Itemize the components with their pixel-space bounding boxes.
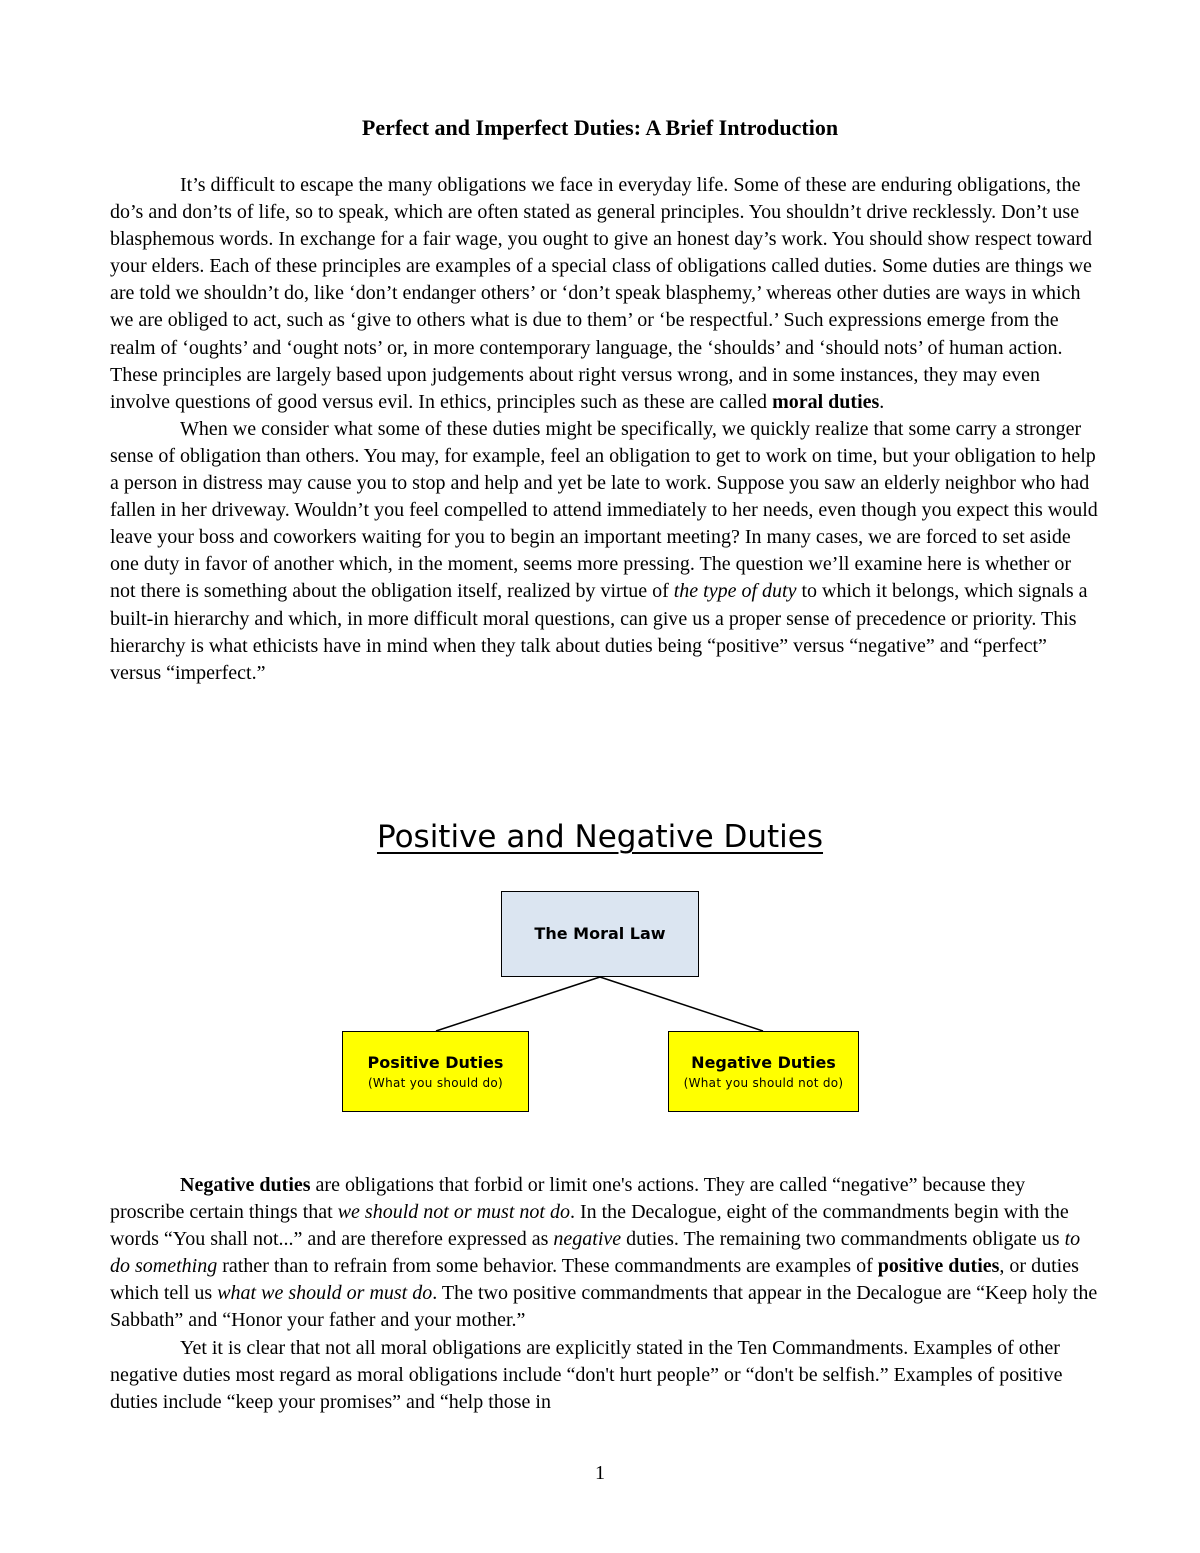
text-run: are obligations that forbid or limit one's actions. They are called “negative” because they proscribe certain things that bbox=[110, 1174, 1026, 1224]
connector-line-positive bbox=[436, 977, 600, 1031]
bold-term: moral duties bbox=[772, 390, 880, 413]
positive-duties-sublabel: (What you should do) bbox=[367, 1075, 504, 1090]
text-run: Yet it is clear that not all moral obligations are explicitly stated in the Ten Commandments. Examples of other negative duties most regard as moral obligations include “don't hurt people” or “don't be selfish.” Examples of positive duties include “keep your promises” and “help those in bbox=[110, 1336, 1063, 1413]
text-run: to which it belongs, which signals a built-in hierarchy and which, in more difficult moral questions, can give us a proper sense of precedence or priority. This hierarchy is what ethicists have in mind when they talk about duties being “positive” versus “negative” and “perfect” versus “imperfect.” bbox=[110, 580, 1088, 684]
italic-term: we should not or must not do bbox=[337, 1201, 570, 1224]
italic-term: to do something bbox=[110, 1228, 1081, 1278]
duties-text-block bbox=[110, 1172, 1100, 1416]
negative-duties-sublabel: (What you should not do) bbox=[683, 1075, 844, 1090]
bold-term: Negative duties bbox=[180, 1174, 311, 1196]
positive-duties-label: Positive Duties bbox=[367, 1052, 504, 1072]
text-run: , or duties which tell us bbox=[110, 1255, 1079, 1305]
italic-term: the type of duty bbox=[673, 580, 797, 603]
paragraph bbox=[110, 1335, 1100, 1416]
text-run: It’s difficult to escape the many obligations we face in everyday life. Some of these are enduring obligations, the do’s and don’ts of life, so to speak, which are often stated as general principles. You shouldn’t drive recklessly. Don’t use blasphemous words. In exchange for a fair wage, you ought to give an honest day’s work. You should show respect toward your elders. Each of these principles are examples of a special class of obligations called duties. Some duties are things we are told we shouldn’t do, like ‘don’t endanger others’ or ‘don’t speak blasphemy,’ whereas other duties are ways in which we are obliged to act, such as ‘give to others what is due to them’ or ‘be respectful.’ Such expressions emerge from the realm of ‘oughts’ and ‘ought nots’ or, in more contemporary language, the ‘shoulds’ and ‘should nots’ of human action. These principles are largely based upon judgements about right versus wrong, and in some instances, they may even involve questions of good versus evil. In ethics, principles such as these are called bbox=[110, 174, 1093, 413]
text-run: . The two positive commandments that appear in the Decalogue are “Keep holy the Sabbath” and “Honor your father and your mother.” bbox=[110, 1282, 1098, 1332]
bold-term: positive duties bbox=[877, 1255, 1000, 1278]
text-run: . In the Decalogue, eight of the commandments begin with the words “You shall not...” and are therefore expressed as bbox=[110, 1201, 1069, 1251]
moral-law-box bbox=[501, 891, 699, 977]
text-run: rather than to refrain from some behavior. These commandments are examples of bbox=[217, 1255, 878, 1278]
text-run: When we consider what some of these duties might be specifically, we quickly realize that some carry a stronger sense of obligation than others. You may, for example, feel an obligation to get to work on time, but your obligation to help a person in distress may cause you to stop and help and yet be late to work. Suppose you saw an elderly neighbor who had fallen in her driveway. Wouldn’t you feel compelled to attend immediately to her needs, even though you expect this would leave your boss and coworkers waiting for you to begin an important meeting? In many cases, we are forced to set aside one duty in favor of another which, in the moment, seems more pressing. The question we’ll examine here is whether or not there is something about the obligation itself, realized by virtue of bbox=[110, 417, 1098, 603]
page-number: 1 bbox=[595, 1462, 605, 1484]
connector-line-negative bbox=[600, 977, 763, 1031]
text-run: . bbox=[879, 390, 885, 413]
italic-term: what we should or must do bbox=[217, 1282, 433, 1305]
document-title: Perfect and Imperfect Duties: A Brief Introduction bbox=[361, 115, 839, 140]
italic-term: negative bbox=[553, 1228, 622, 1251]
diagram-title: Positive and Negative Duties bbox=[376, 819, 824, 855]
positive-duties-box bbox=[342, 1031, 529, 1112]
negative-duties-box bbox=[668, 1031, 859, 1112]
paragraph bbox=[110, 1172, 1100, 1335]
text-run: duties. The remaining two commandments obligate us bbox=[621, 1228, 1065, 1251]
moral-law-label: The Moral Law bbox=[534, 924, 666, 943]
negative-duties-label: Negative Duties bbox=[691, 1052, 836, 1072]
